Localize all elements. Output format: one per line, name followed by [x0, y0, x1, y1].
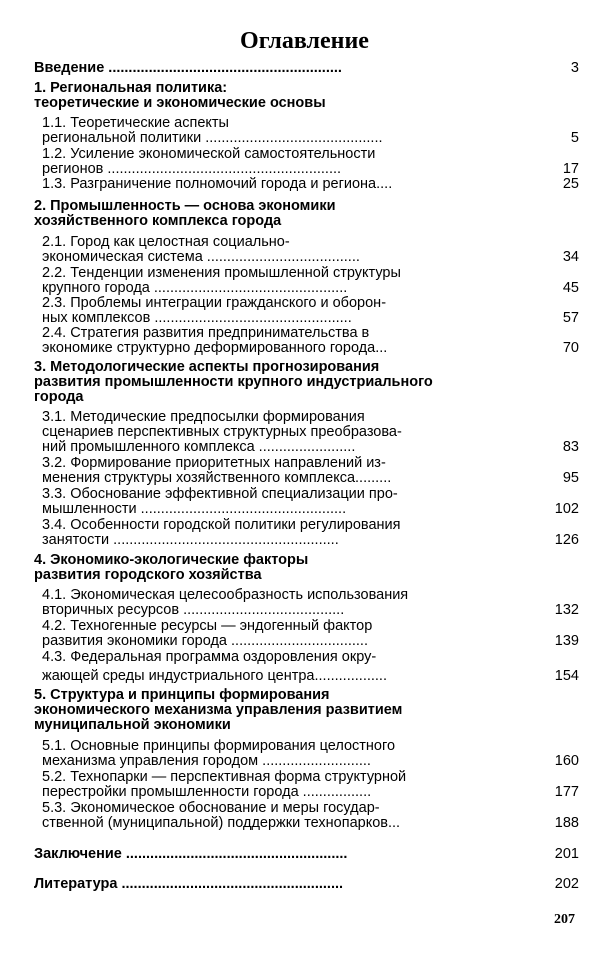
page-title: Оглавление — [240, 28, 369, 54]
toc-entry-line: 2.2. Тенденции изменения промышленной структуры — [42, 265, 401, 281]
toc-entry-line: 3.1. Методические предпосылки формирования — [42, 409, 365, 425]
toc-page-number: 57 — [562, 310, 579, 326]
toc-page-number: 102 — [554, 501, 579, 517]
toc-heading-line: 2. Промышленность — основа экономики — [34, 198, 336, 214]
toc-heading-line: Заключение ....................................................... — [34, 846, 348, 862]
toc-page-number: 160 — [554, 753, 579, 769]
toc-entry-line: экономическая система ...................................... — [42, 249, 360, 265]
toc-page-number: 177 — [554, 784, 579, 800]
toc-entry-line: вторичных ресурсов ........................................ — [42, 602, 345, 618]
toc-entry-line: 2.1. Город как целостная социально- — [42, 234, 290, 250]
toc-heading-line: Введение .......................................................... — [34, 60, 342, 76]
toc-page-number: 202 — [554, 876, 579, 892]
toc-entry-line: экономике структурно деформированного города... — [42, 340, 388, 356]
toc-page-number: 5 — [570, 130, 579, 146]
toc-page-number: 3 — [570, 60, 579, 76]
toc-page-number: 25 — [562, 176, 579, 192]
toc-page-number: 45 — [562, 280, 579, 296]
toc-entry-line: 2.4. Стратегия развития предпринимательства в — [42, 325, 370, 341]
toc-entry-line: мышленности ................................................... — [42, 501, 347, 517]
toc-entry-line: 1.2. Усиление экономической самостоятельности — [42, 146, 376, 162]
toc-page-number: 201 — [554, 846, 579, 862]
toc-entry-line: крупного города ................................................ — [42, 280, 348, 296]
toc-entry-line: 4.1. Экономическая целесообразность использования — [42, 587, 409, 603]
toc-entry-line: перестройки промышленности города ................. — [42, 784, 372, 800]
toc-entry-line: ных комплексов ................................................. — [42, 310, 352, 326]
toc-heading-line: Литература ....................................................... — [34, 876, 344, 892]
toc-entry-line: занятости ........................................................ — [42, 532, 339, 548]
toc-heading-line: города — [34, 389, 84, 405]
toc-entry-line: 3.4. Особенности городской политики регулирования — [42, 517, 401, 533]
toc-entry-line: 2.3. Проблемы интеграции гражданского и оборон- — [42, 295, 387, 311]
toc-page-number: 70 — [562, 340, 579, 356]
toc-heading-line: 4. Экономико-экологические факторы — [34, 552, 309, 568]
toc-entry-line: 3.3. Обоснование эффективной специализации про- — [42, 486, 398, 502]
toc-heading-line: муниципальной экономики — [34, 717, 231, 733]
toc-entry-line: региональной политики ............................................ — [42, 130, 383, 146]
toc-heading-line: 5. Структура и принципы формирования — [34, 687, 330, 703]
toc-entry-line: ственной (муниципальной) поддержки технопарков... — [42, 815, 401, 831]
page-number: 207 — [554, 912, 575, 927]
toc-entry-line: 5.3. Экономическое обоснование и меры государ- — [42, 800, 380, 816]
toc-page-number: 126 — [554, 532, 579, 548]
toc-heading-line: развития городского хозяйства — [34, 567, 262, 583]
toc-page-number: 17 — [562, 161, 579, 177]
toc-entry-line: сценариев перспективных структурных преобразова- — [42, 424, 402, 440]
toc-entry-line: 4.2. Техногенные ресурсы — эндогенный фактор — [42, 618, 373, 634]
toc-page-number: 188 — [554, 815, 579, 831]
toc-heading-line: 3. Методологические аспекты прогнозирования — [34, 359, 380, 375]
toc-entry-line: 1.3. Разграничение полномочий города и региона.... — [42, 176, 393, 192]
toc-entry-line: ний промышленного комплекса ........................ — [42, 439, 356, 455]
toc-entry-line: 3.2. Формирование приоритетных направлений из- — [42, 455, 386, 471]
toc-page-number: 139 — [554, 633, 579, 649]
toc-entry-line: механизма управления городом ........................... — [42, 753, 371, 769]
toc-heading-line: развития промышленности крупного индустриального — [34, 374, 433, 390]
toc-entry-line: жающей среды индустриального центра.................. — [42, 668, 387, 684]
toc-heading-line: 1. Региональная политика: — [34, 80, 228, 96]
toc-page-number: 132 — [554, 602, 579, 618]
toc-entry-line: менения структуры хозяйственного комплекса......... — [42, 470, 392, 486]
toc-entry-line: регионов .......................................................... — [42, 161, 342, 177]
toc-heading-line: экономического механизма управления развитием — [34, 702, 403, 718]
toc-page-number: 154 — [554, 668, 579, 684]
toc-entry-line: 5.2. Технопарки — перспективная форма структурной — [42, 769, 407, 785]
toc-entry-line: 5.1. Основные принципы формирования целостного — [42, 738, 396, 754]
toc-page-number: 83 — [562, 439, 579, 455]
toc-page-number: 95 — [562, 470, 579, 486]
toc-page-number: 34 — [562, 249, 579, 265]
toc-entry-line: 1.1. Теоретические аспекты — [42, 115, 229, 131]
toc-heading-line: хозяйственного комплекса города — [34, 213, 282, 229]
toc-heading-line: теоретические и экономические основы — [34, 95, 326, 111]
toc-entry-line: 4.3. Федеральная программа оздоровления окру- — [42, 649, 377, 665]
toc-entry-line: развития экономики города .................................. — [42, 633, 368, 649]
